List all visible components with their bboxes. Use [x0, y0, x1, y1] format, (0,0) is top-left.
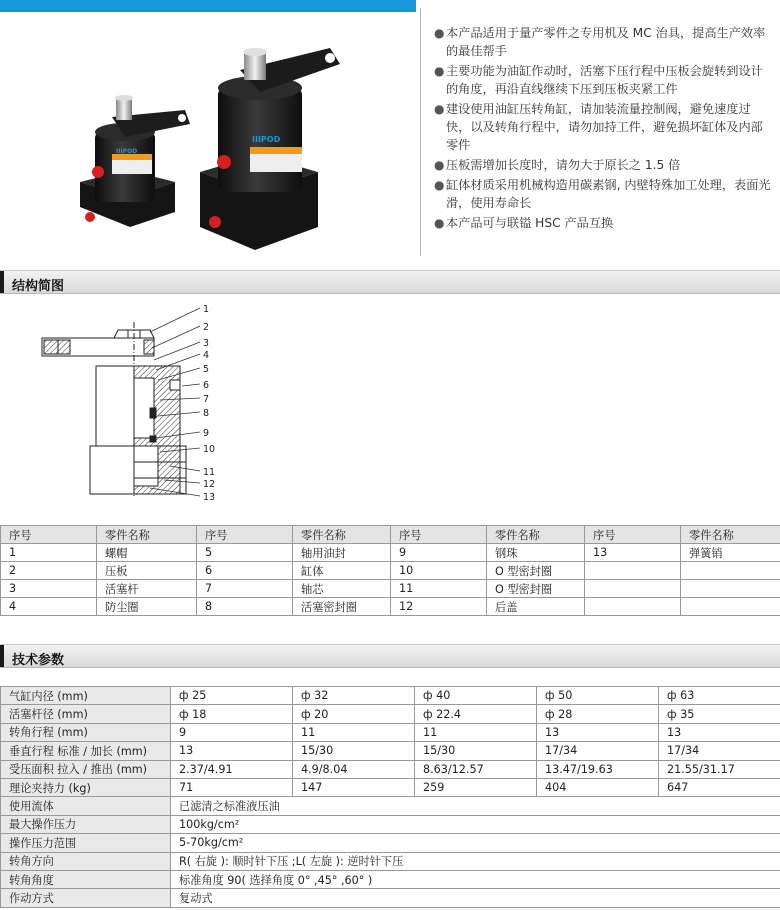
table-cell: 71 [171, 778, 293, 796]
callout-12: 12 [203, 479, 216, 490]
table-cell: 15/30 [293, 742, 415, 760]
table-cell: R( 右旋 ): 顺时针下压 ;L( 左旋 ): 逆时针下压 [171, 852, 780, 870]
table-cell: ф 32 [293, 687, 415, 705]
callout-4: 4 [203, 350, 210, 361]
table-row [1, 705, 780, 723]
table-cell: 活塞杆 [97, 580, 197, 598]
table-cell: ф 18 [171, 705, 293, 723]
callout-10: 10 [203, 444, 216, 455]
table-row [1, 687, 780, 705]
table-cell: 2 [1, 562, 97, 580]
structure-section-header [0, 270, 780, 294]
table-cell: 15/30 [415, 742, 537, 760]
bullet-icon: ● [434, 216, 445, 230]
table-cell: 11 [293, 723, 415, 741]
callout-8: 8 [203, 408, 210, 419]
section-accent [0, 271, 4, 293]
bullet-icon: ● [434, 158, 445, 172]
table-cell: 5-70kg/cm² [171, 834, 780, 852]
feature-item: ● 压板需增加长度时，请勿大于原长之 1.5 倍 [434, 158, 681, 172]
table-cell [585, 562, 681, 580]
col-header: 序号 [391, 526, 487, 544]
table-cell: 5 [197, 544, 293, 562]
table-row [1, 723, 780, 741]
table-cell: 13 [659, 723, 780, 741]
table-row [1, 598, 780, 616]
col-header: 零件名称 [97, 526, 197, 544]
table-cell: 2.37/4.91 [171, 760, 293, 778]
table-cell: 作动方式 [1, 889, 171, 907]
table-cell: 3 [1, 580, 97, 598]
table-cell: ф 50 [537, 687, 659, 705]
cross-section-drawing [0, 296, 780, 518]
table-cell: 147 [293, 778, 415, 796]
spec-table [0, 686, 780, 908]
table-row [1, 778, 780, 796]
bullet-icon: ● [434, 178, 445, 192]
table-cell: 垂直行程 标准 / 加长 (mm) [1, 742, 171, 760]
section-title: 技术参数 [12, 653, 65, 668]
table-cell: 转角行程 (mm) [1, 723, 171, 741]
table-cell: 压板 [97, 562, 197, 580]
callout-3: 3 [203, 338, 210, 349]
table-cell: 11 [391, 580, 487, 598]
table-row [1, 834, 780, 852]
table-cell: 9 [171, 723, 293, 741]
callout-13: 13 [203, 492, 216, 503]
parts-header-row [1, 526, 780, 544]
feature-item: ● 主要功能为油缸作动时，活塞下压行程中压板会旋转到设计的角度，再沿直线继续下压到压板夹紧工件 [434, 64, 763, 96]
table-cell: 活塞杆径 (mm) [1, 705, 171, 723]
spec-section-header [0, 644, 780, 668]
table-cell: ф 35 [659, 705, 780, 723]
table-cell: 10 [391, 562, 487, 580]
callout-1: 1 [203, 304, 210, 315]
table-cell: 防尘圈 [97, 598, 197, 616]
top-accent-bar [0, 0, 416, 12]
table-cell: 最大操作压力 [1, 815, 171, 833]
small-clamp [80, 95, 190, 227]
table-cell: 21.55/31.17 [659, 760, 780, 778]
table-cell: ф 22.4 [415, 705, 537, 723]
table-row [1, 562, 780, 580]
table-cell: 使用流体 [1, 797, 171, 815]
feature-list [434, 24, 772, 234]
table-cell: 轴用油封 [293, 544, 391, 562]
table-cell: 7 [197, 580, 293, 598]
table-cell: 理论夹持力 (kg) [1, 778, 171, 796]
table-cell: 4 [1, 598, 97, 616]
table-cell: 13 [171, 742, 293, 760]
table-cell: 6 [197, 562, 293, 580]
table-cell: O 型密封圈 [487, 562, 585, 580]
product-photo [0, 12, 416, 262]
table-cell [681, 562, 780, 580]
table-cell: 活塞密封圈 [293, 598, 391, 616]
bullet-icon: ● [434, 102, 445, 116]
table-cell: 4.9/8.04 [293, 760, 415, 778]
table-cell: 轴芯 [293, 580, 391, 598]
table-cell [681, 580, 780, 598]
table-cell: 气缸内径 (mm) [1, 687, 171, 705]
table-cell [681, 598, 780, 616]
table-cell: 弹簧销 [681, 544, 780, 562]
table-row [1, 544, 780, 562]
table-cell: ф 40 [415, 687, 537, 705]
table-row [1, 870, 780, 888]
table-cell: 13 [537, 723, 659, 741]
table-cell: 13.47/19.63 [537, 760, 659, 778]
callout-11: 11 [203, 467, 216, 478]
table-row [1, 742, 780, 760]
feature-item: ● 本产品适用于量产零件之专用机及 MC 治具，提高生产效率的最佳帮手 [434, 26, 766, 58]
table-cell: 标准角度 90( 选择角度 0° ,45° ,60° ) [171, 870, 780, 888]
table-cell: 螺帽 [97, 544, 197, 562]
col-header: 序号 [1, 526, 97, 544]
rotary-clamp-cylinders-image [0, 12, 416, 262]
structure-diagram [0, 296, 780, 518]
parts-table [0, 525, 780, 616]
feature-item: ● 缸体材质采用机械构造用碳素钢, 内壁特殊加工处理，表面光滑，使用寿命长 [434, 178, 771, 210]
col-header: 零件名称 [681, 526, 780, 544]
table-cell: 操作压力范围 [1, 834, 171, 852]
col-header: 零件名称 [487, 526, 585, 544]
table-cell: 后盖 [487, 598, 585, 616]
table-cell: 13 [585, 544, 681, 562]
callout-5: 5 [203, 364, 210, 375]
table-row [1, 889, 780, 907]
bullet-icon: ● [434, 64, 445, 78]
vertical-divider [420, 8, 421, 256]
section-title: 结构简图 [12, 279, 65, 294]
table-cell: 已滤清之标准液压油 [171, 797, 780, 815]
callout-9: 9 [203, 428, 210, 439]
table-cell: O 型密封圈 [487, 580, 585, 598]
table-cell: 受压面积 拉入 / 推出 (mm) [1, 760, 171, 778]
svg-text:IIIPOD: IIIPOD [116, 148, 138, 155]
table-cell: ф 20 [293, 705, 415, 723]
table-cell: 404 [537, 778, 659, 796]
svg-text:IIIPOD: IIIPOD [252, 135, 281, 144]
table-cell: 9 [391, 544, 487, 562]
col-header: 零件名称 [293, 526, 391, 544]
table-row [1, 815, 780, 833]
table-cell: 647 [659, 778, 780, 796]
table-row [1, 797, 780, 815]
table-row [1, 852, 780, 870]
feature-item: ● 本产品可与联镒 HSC 产品互换 [434, 216, 614, 230]
table-cell: ф 63 [659, 687, 780, 705]
col-header: 序号 [197, 526, 293, 544]
table-cell: 转角角度 [1, 870, 171, 888]
table-cell: 17/34 [659, 742, 780, 760]
section-accent [0, 645, 4, 667]
table-cell [585, 598, 681, 616]
feature-item: ● 建设使用油缸压转角缸，请加装流量控制阀，避免速度过快，以及转角行程中，请勿加持工件，避免损坏缸体及内部零件 [434, 102, 763, 152]
table-row [1, 760, 780, 778]
callout-6: 6 [203, 380, 210, 391]
table-cell: 17/34 [537, 742, 659, 760]
large-clamp [200, 48, 340, 250]
table-cell: ф 25 [171, 687, 293, 705]
table-cell: 259 [415, 778, 537, 796]
table-cell: 复动式 [171, 889, 780, 907]
table-cell: 缸体 [293, 562, 391, 580]
table-row [1, 580, 780, 598]
bullet-icon: ● [434, 26, 445, 40]
col-header: 序号 [585, 526, 681, 544]
table-cell: ф 28 [537, 705, 659, 723]
callout-2: 2 [203, 322, 210, 333]
callout-7: 7 [203, 394, 210, 405]
table-cell: 1 [1, 544, 97, 562]
table-cell: 转角方向 [1, 852, 171, 870]
table-cell: 11 [415, 723, 537, 741]
table-cell: 钢珠 [487, 544, 585, 562]
table-cell: 8.63/12.57 [415, 760, 537, 778]
table-cell: 12 [391, 598, 487, 616]
table-cell: 100kg/cm² [171, 815, 780, 833]
table-cell: 8 [197, 598, 293, 616]
table-cell [585, 580, 681, 598]
